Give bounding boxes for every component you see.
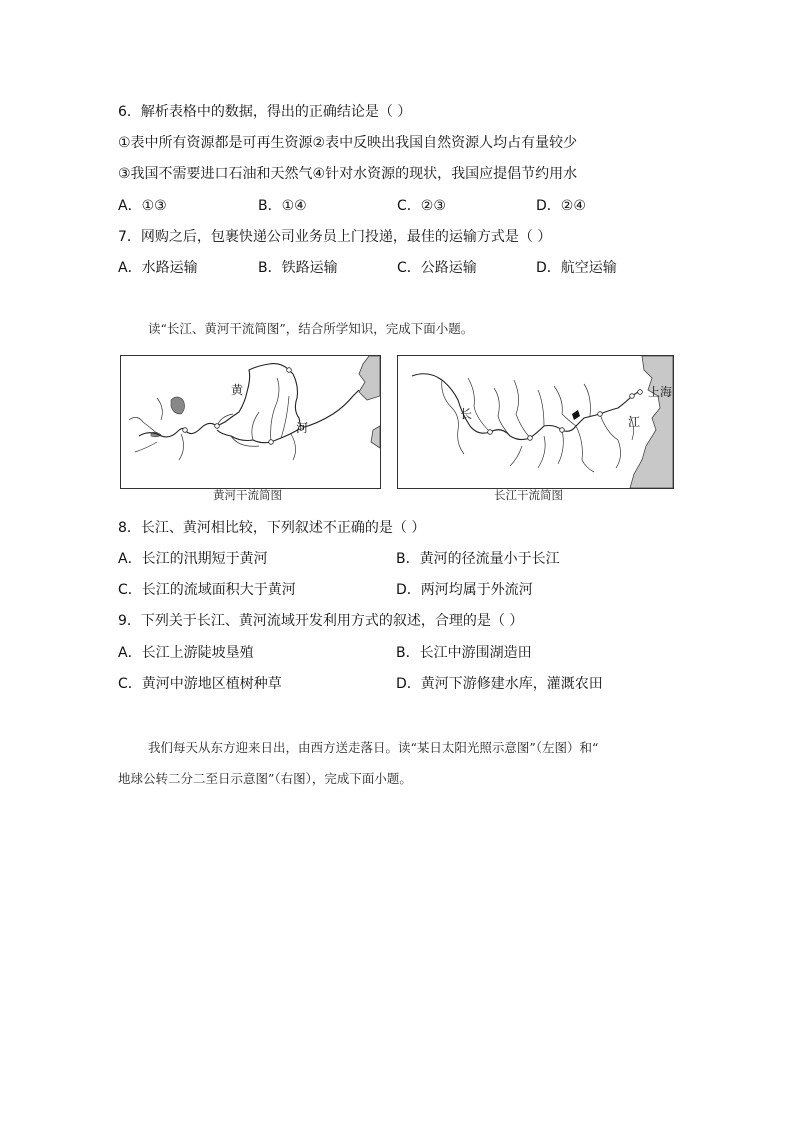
q7-option-a[interactable]: A．水路运输	[118, 260, 198, 276]
yellow-river-label-1: 黄	[231, 383, 244, 397]
q9-stem: 9．下列关于长江、黄河流域开发利用方式的叙述，合理的是（ ）	[118, 613, 524, 629]
yangtze-map-caption: 长江干流简图	[494, 488, 563, 502]
q9-options-row-2	[118, 675, 678, 693]
q6-options	[118, 197, 678, 215]
q9-options-row-1	[118, 644, 678, 662]
q6-option-d[interactable]: D．②④	[536, 198, 586, 214]
q9-option-b[interactable]: B．长江中游围湖造田	[396, 645, 532, 661]
q8-option-b[interactable]: B．黄河的径流量小于长江	[396, 551, 560, 567]
yangtze-label-2: 江	[628, 415, 641, 429]
q9-option-a[interactable]: A．长江上游陡坡垦殖	[118, 645, 254, 661]
q8-stem: 8．长江、黄河相比较，下列叙述不正确的是（ ）	[118, 520, 426, 536]
q6-statement-line-2: ③我国不需要进口石油和天然气④针对水资源的现状，我国应提倡节约用水	[118, 166, 578, 182]
q7-option-d[interactable]: D．航空运输	[536, 260, 617, 276]
map-intro-text: 读“长江、黄河干流简图”，结合所学知识，完成下面小题。	[148, 321, 474, 336]
yangtze-label-1: 长	[460, 407, 473, 421]
yellow-river-map	[120, 355, 381, 489]
q8-option-c[interactable]: C．长江的流域面积大于黄河	[118, 582, 296, 598]
yangtze-river-map	[397, 355, 674, 489]
shanghai-label: 上海	[648, 385, 673, 399]
q7-options	[118, 259, 678, 277]
q8-option-a[interactable]: A．长江的汛期短于黄河	[118, 551, 268, 567]
sun-intro-line-1: 我们每天从东方迎来日出，由西方送走落日。读“某日太阳光照示意图”（左图）和“	[148, 740, 599, 755]
q9-option-d[interactable]: D．黄河下游修建水库，灌溉农田	[396, 676, 603, 692]
q9-option-c[interactable]: C．黄河中游地区植树种草	[118, 676, 282, 692]
q8-option-d[interactable]: D．两河均属于外流河	[396, 582, 533, 598]
q6-option-b[interactable]: B．①④	[258, 198, 307, 214]
yellow-river-label-2: 河	[296, 421, 309, 435]
yellow-river-map-caption: 黄河干流简图	[213, 488, 282, 502]
q6-option-a[interactable]: A．①③	[118, 198, 167, 214]
q7-option-c[interactable]: C．公路运输	[397, 260, 477, 276]
yellow-river-map-drawing	[121, 356, 380, 488]
q6-stem: 6．解析表格中的数据，得出的正确结论是（ ）	[118, 104, 412, 120]
q6-statement-line-1: ①表中所有资源都是可再生资源②表中反映出我国自然资源人均占有量较少	[118, 135, 578, 151]
q7-option-b[interactable]: B．铁路运输	[258, 260, 338, 276]
q8-options-row-2	[118, 581, 678, 599]
q6-option-c[interactable]: C．②③	[397, 198, 446, 214]
q8-options-row-1	[118, 550, 678, 568]
q7-stem: 7．网购之后，包裹快递公司业务员上门投递，最佳的运输方式是（ ）	[118, 229, 552, 245]
sun-intro-line-2: 地球公转二分二至日示意图”（右图），完成下面小题。	[118, 771, 412, 786]
